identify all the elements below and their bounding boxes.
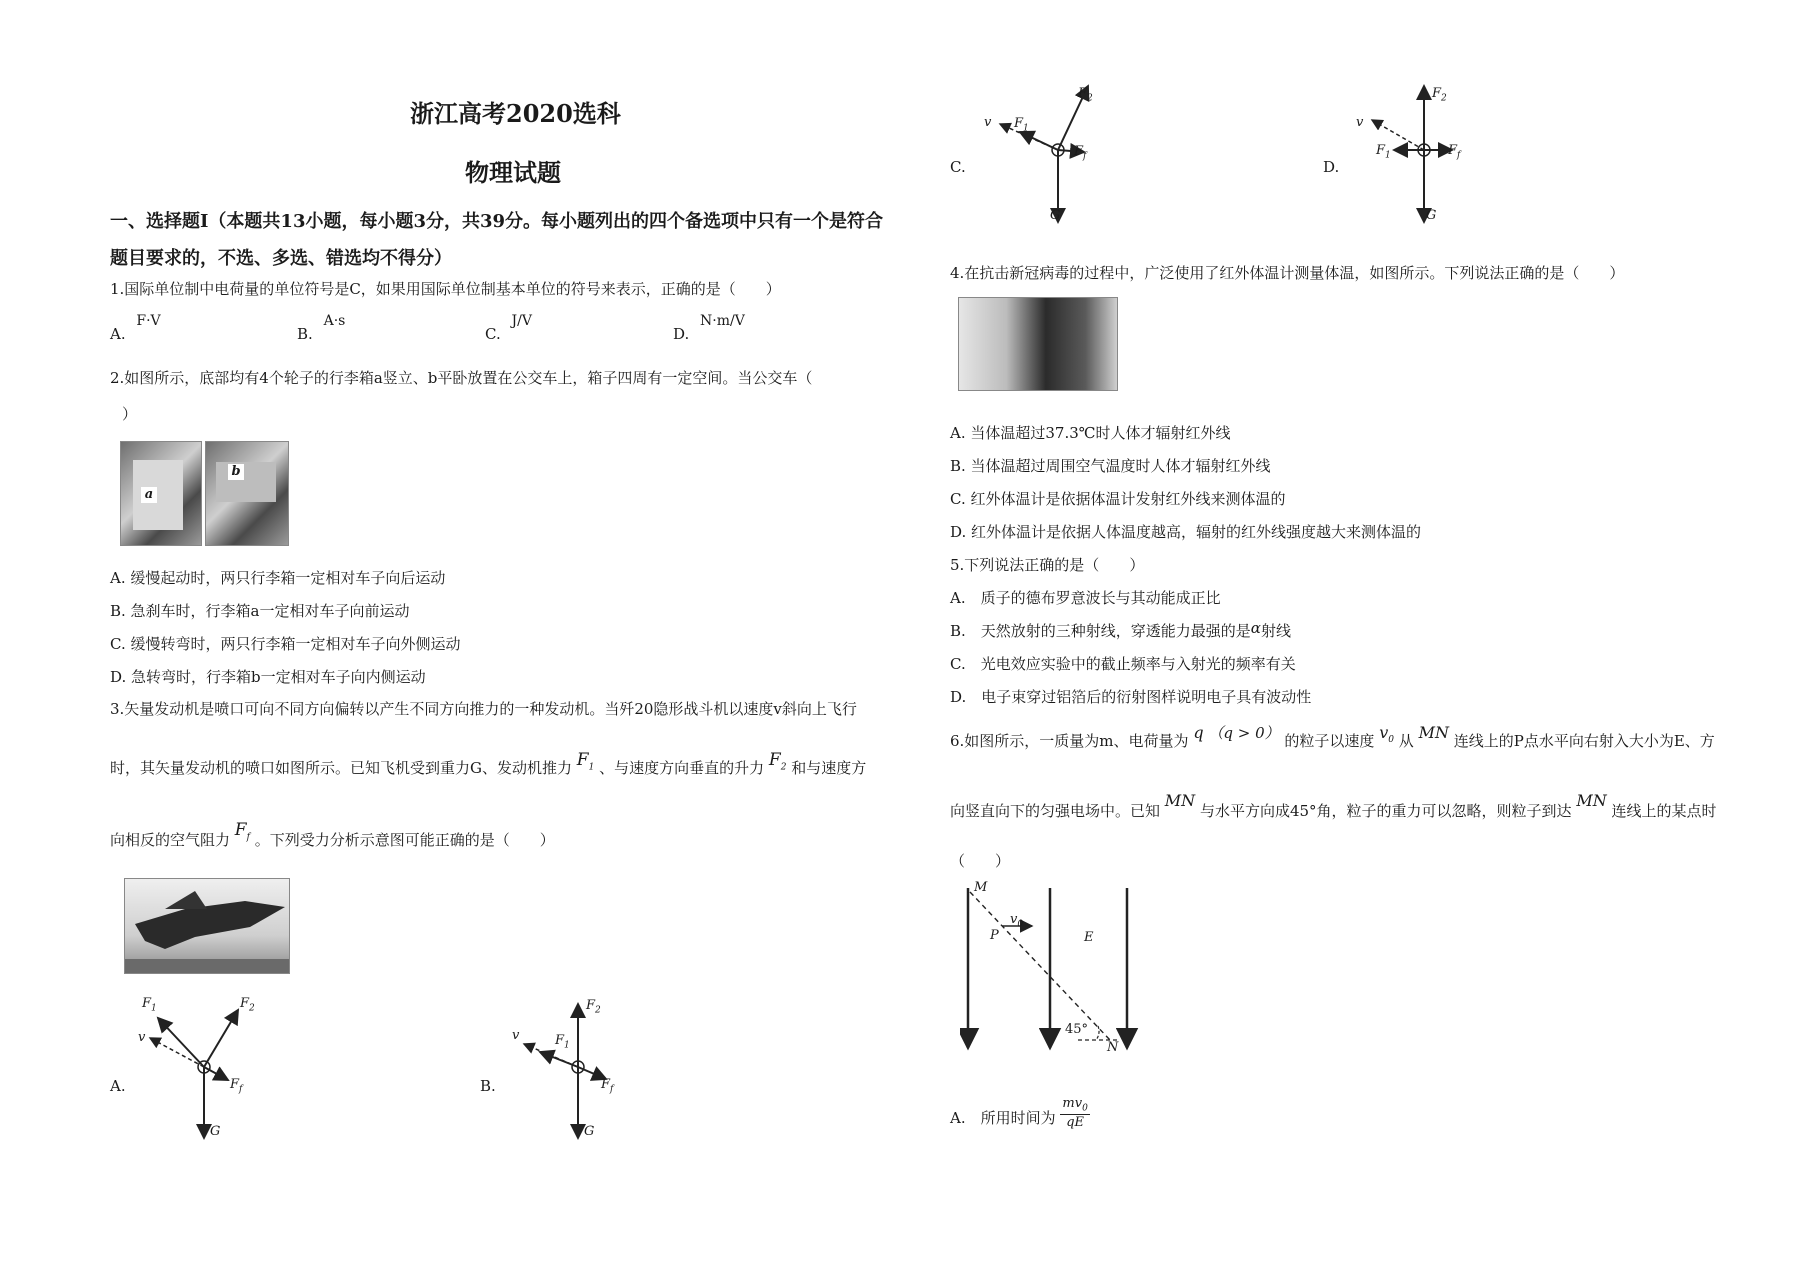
diagram-label-n: N	[1107, 1040, 1119, 1055]
diag-d-g-label: G	[1426, 208, 1437, 223]
q3-option-b-letter: B.	[480, 1077, 496, 1095]
q1-option-c: C. J/V	[485, 313, 532, 343]
jet-photo	[124, 878, 290, 974]
q3-option-a-letter: A.	[110, 1077, 126, 1095]
thermometer-photo	[958, 297, 1118, 391]
page-title: 浙江高考2020选科	[410, 99, 621, 128]
q3-line2: 时，其矢量发动机的喷口如图所示。已知飞机受到重力G、发动机推力 $F_1$ 、与速度方向垂直的升力 $F_2$ 和与速度方	[110, 750, 867, 777]
diag-c-v-label: v	[984, 115, 992, 130]
diagram-label-v0: $v_0$	[1010, 912, 1024, 930]
diag-d-ff-label: $F_f$	[1448, 143, 1461, 161]
force-diagram-d	[1350, 80, 1490, 230]
diag-d-f2-label: $F_2$	[1432, 86, 1447, 104]
diag-d-v-label: v	[1356, 115, 1364, 130]
q5-option-a: A. 质子的德布罗意波长与其动能成正比	[950, 589, 1221, 607]
photo-label-b: b	[228, 464, 244, 480]
diag-c-g-label: G	[1050, 208, 1061, 223]
page-subtitle: 物理试题	[465, 158, 561, 187]
photo-label-a: a	[141, 487, 157, 503]
luggage-photo-a	[120, 441, 202, 546]
q4-option-b: B. 当体温超过周围空气温度时人体才辐射红外线	[950, 457, 1271, 475]
diag-a-v-label: v	[138, 1030, 146, 1045]
f2-symbol: $F_2$	[768, 750, 787, 773]
q2-stem-end: ）	[122, 405, 138, 423]
diagram-label-angle: 45°	[1065, 1022, 1089, 1037]
diagram-label-m: M	[974, 880, 988, 895]
q3-option-d-letter: D.	[1323, 158, 1340, 176]
diag-b-f2-label: $F_2$	[586, 998, 601, 1016]
force-diagram-b	[510, 1000, 630, 1145]
q5-option-d: D. 电子束穿过铝箔后的衍射图样说明电子具有波动性	[950, 688, 1312, 706]
diag-b-f1-label: $F_1$	[555, 1033, 570, 1051]
jet-silhouette	[125, 879, 289, 973]
q1-option-d: D. N·m/V	[673, 313, 745, 343]
q5-option-b: B. 天然放射的三种射线，穿透能力最强的是α射线	[950, 619, 1291, 640]
diag-d-f1-label: $F_1$	[1376, 143, 1391, 161]
q6-line3: （ ）	[950, 852, 1011, 870]
q2-option-d: D. 急转弯时，行李箱b一定相对车子向内侧运动	[110, 668, 426, 686]
diagram-label-e: E	[1084, 930, 1094, 945]
diag-a-g-label: G	[210, 1124, 221, 1139]
q2-stem: 2.如图所示，底部均有4个轮子的行李箱a竖立、b平卧放置在公交车上，箱子四周有一定空间。当公交车（	[110, 369, 813, 387]
diag-b-v-label: v	[512, 1028, 520, 1043]
diag-c-f1-label: $F_1$	[1014, 116, 1029, 134]
q2-option-c: C. 缓慢转弯时，两只行李箱一定相对车子向外侧运动	[110, 635, 461, 653]
q4-option-d: D. 红外体温计是依据人体温度越高，辐射的红外线强度越大来测体温的	[950, 523, 1422, 541]
electric-field-diagram	[960, 880, 1140, 1060]
q1-option-b: B. A·s	[297, 313, 346, 343]
q4-option-a: A. 当体温超过37.3℃时人体才辐射红外线	[950, 424, 1231, 442]
section-heading-line1: 一、选择题I（本题共13小题，每小题3分，共39分。每小题列出的四个备选项中只有一个是符合	[110, 211, 884, 232]
q1-option-a: A. F·V	[110, 313, 161, 343]
q6-line1: 6.如图所示，一质量为m、电荷量为 q （q > 0） 的粒子以速度 $v_0$ 从 MN 连线上的P点水平向右射入大小为E、方	[950, 723, 1715, 750]
q3-line3: 向相反的空气阻力 $F_f$ 。下列受力分析示意图可能正确的是（ ）	[110, 820, 555, 849]
force-diagram-a	[130, 1000, 270, 1145]
q4-option-c: C. 红外体温计是依据体温计发射红外线来测体温的	[950, 490, 1286, 508]
diag-b-g-label: G	[584, 1124, 595, 1139]
section-heading-line2: 题目要求的，不选、多选、错选均不得分）	[110, 248, 452, 269]
q2-option-a: A. 缓慢起动时，两只行李箱一定相对车子向后运动	[110, 569, 446, 587]
ff-symbol: $F_f$	[234, 820, 250, 843]
f1-symbol: $F_1$	[576, 750, 595, 773]
diag-a-ff-label: $F_f$	[230, 1077, 243, 1095]
diag-a-f2-label: $F_2$	[240, 996, 255, 1014]
diagram-label-p: P	[990, 928, 999, 943]
q3-option-c-letter: C.	[950, 158, 966, 176]
diag-a-f1-label: $F_1$	[142, 996, 157, 1014]
diag-c-f2-label: $F_2$	[1078, 86, 1093, 104]
q5-option-c: C. 光电效应实验中的截止频率与入射光的频率有关	[950, 655, 1296, 673]
q6-line2: 向竖直向下的匀强电场中。已知 MN 与水平方向成45°角，粒子的重力可以忽略，则粒子到达 MN 连线上的某点时	[950, 791, 1717, 820]
diag-b-ff-label: $F_f$	[601, 1077, 614, 1095]
time-fraction: $\frac{mv_0}{qE}$	[1062, 1096, 1088, 1130]
luggage-photo-b	[205, 441, 289, 546]
q3-line1: 3.矢量发动机是喷口可向不同方向偏转以产生不同方向推力的一种发动机。当歼20隐形战斗机以速度v斜向上飞行	[110, 700, 857, 718]
q5-stem: 5.下列说法正确的是（ ）	[950, 556, 1145, 574]
q1-stem: 1.国际单位制中电荷量的单位符号是C，如果用国际单位制基本单位的符号来表示，正确的是（ ）	[110, 280, 781, 298]
q6-option-a: A. 所用时间为 $\frac{mv_0}{qE}$	[950, 1096, 1088, 1130]
q4-stem: 4.在抗击新冠病毒的过程中，广泛使用了红外体温计测量体温，如图所示。下列说法正确的是（ ）	[950, 264, 1625, 282]
v0-symbol: $v_0$	[1379, 723, 1394, 746]
q2-option-b: B. 急刹车时，行李箱a一定相对车子向前运动	[110, 602, 410, 620]
diag-c-ff-label: $F_f$	[1074, 144, 1087, 162]
